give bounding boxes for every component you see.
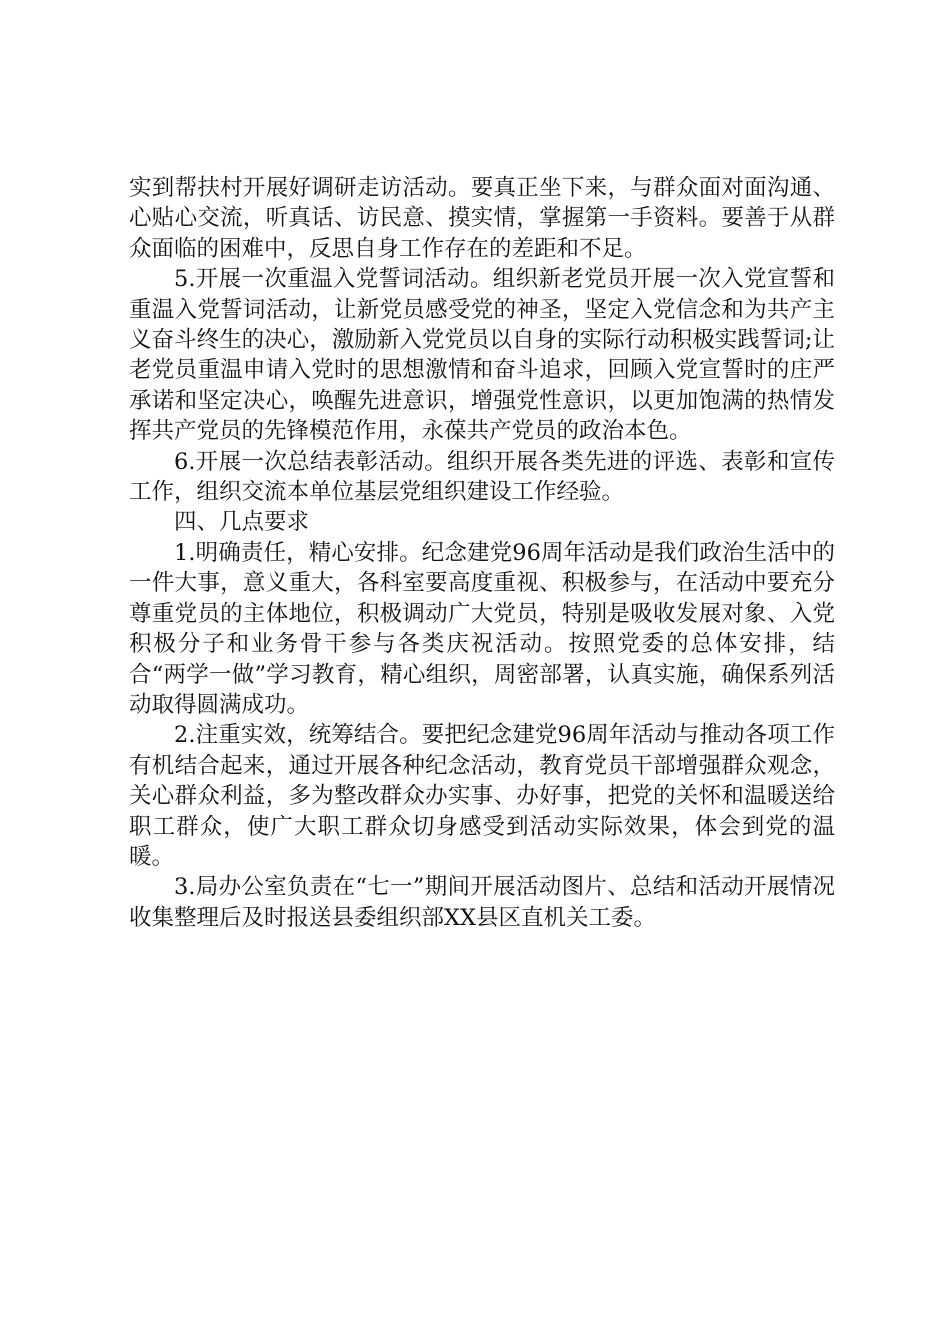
paragraph-requirement-3: 3.局办公室负责在“七一”期间开展活动图片、总结和活动开展情况收集整理后及时报送县委组织部XX县区直机关工委。 [129, 874, 835, 931]
paragraph-requirement-2: 2.注重实效，统筹结合。要把纪念建党96周年活动与推动各项工作有机结合起来，通过开展各种纪念活动，教育党员干部增强群众观念，关心群众利益，多为整改群众办实事、办好事，把党的关怀和温暖送给职工群众，使广大职工群众切身感受到活动实际效果，体会到党的温暖。 [129, 722, 835, 870]
paragraph-requirement-1: 1.明确责任，精心安排。纪念建党96周年活动是我们政治生活中的一件大事，意义重大，各科室要高度重视、积极参与，在活动中要充分尊重党员的主体地位，积极调动广大党员，特别是吸收发展对象、入党积极分子和业务骨干参与各类庆祝活动。按照党委的总体安排，结合“两学一做”学习教育，精心组织，周密部署，认真实施，确保系列活动取得圆满成功。 [129, 539, 835, 718]
paragraph-oath-activity: 5.开展一次重温入党誓词活动。组织新老党员开展一次入党宣誓和重温入党誓词活动，让新党员感受党的神圣，坚定入党信念和为共产主义奋斗终生的决心，激励新入党党员以自身的实际行动积极实践誓词;让老党员重温申请入党时的思想激情和奋斗追求，回顾入党宣誓时的庄严承诺和坚定决心，唤醒先进意识，增强党性意识，以更加饱满的热情发挥共产党员的先锋模范作用，永葆共产党员的政治本色。 [129, 266, 835, 445]
paragraph-commendation-activity: 6.开展一次总结表彰活动。组织开展各类先进的评选、表彰和宣传工作，组织交流本单位基层党组织建设工作经验。 [129, 448, 835, 506]
document-body [129, 173, 835, 933]
section-heading-requirements: 四、几点要求 [174, 509, 310, 536]
paragraph-research-visits: 实到帮扶村开展好调研走访活动。要真正坐下来，与群众面对面沟通、心贴心交流，听真话、访民意、摸实情，掌握第一手资料。要善于从群众面临的困难中，反思自身工作存在的差距和不足。 [129, 175, 835, 262]
